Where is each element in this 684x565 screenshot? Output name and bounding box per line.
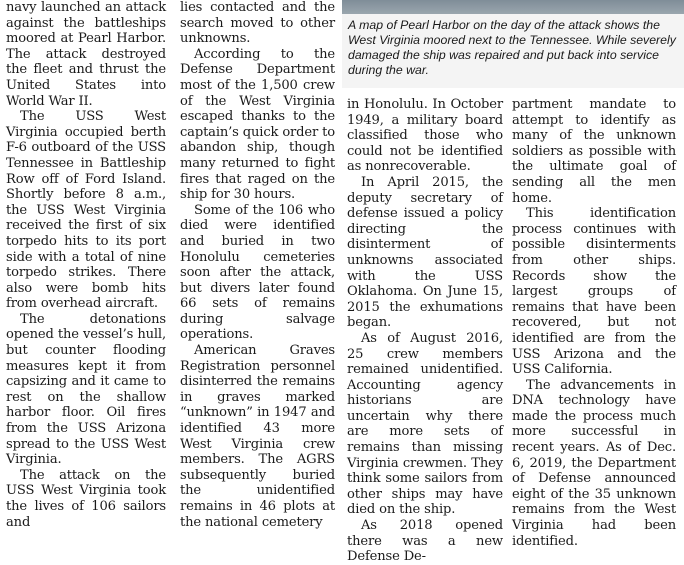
paragraph: American Graves Registration personnel disinterred the remains in graves marked “unknown” in 1947 and identified 43 more West Virginia crew members. The AGRS subsequently buried the unidentified remains in 46 plots at the national cemetery [180, 343, 335, 530]
paragraph: in Honolulu. In October 1949, a military board classified those who could not be identified as nonrecoverable. [347, 97, 503, 175]
paragraph: Some of the 106 who died were identified and buried in two Honolulu cemeteries soon after the attack, but divers later found 66 sets of remains during salvage operations. [180, 202, 335, 343]
paragraph: In April 2015, the deputy secretary of defense issued a policy directing the disinterment of unknowns associated with the USS Oklahoma. On June 15, 2015 the exhumations began. [347, 174, 503, 331]
figure-caption: A map of Pearl Harbor on the day of the attack shows the West Virginia moored next to the Tennessee. While severely damaged the ship was repaired and put back into service during the war. [348, 18, 676, 77]
paragraph: This identification process continues with possible disinterments from other ships. Records show the largest groups of remains that have been recovered, but not identified are from the USS Arizona and the USS California. [512, 206, 676, 378]
article-column-4 [512, 97, 676, 549]
paragraph: lies contacted and the search moved to other unknowns. [180, 0, 335, 47]
paragraph: The detonations opened the vessel’s hull, but counter flooding measures kept it from capsizing and it came to rest on the shallow harbor floor. Oil fires from the USS Arizona spread to the USS West Virginia. [6, 311, 166, 468]
article-column-1 [6, 0, 166, 530]
paragraph: The USS West Virginia occupied berth F-6 outboard of the USS Tennessee in Battleship Row off of Ford Island. Shortly before 8 a.m., the USS West Virginia received the first of six torpedo hits to its port side with a total of nine torpedo strikes. There also were bomb hits from overhead aircraft. [6, 109, 166, 312]
paragraph: partment mandate to attempt to identify as many of the unknown soldiers as possible with the ultimate goal of sending all the men home. [512, 97, 676, 206]
paragraph: As of August 2016, 25 crew members remained unidentified. Accounting agency historians are uncertain why there are more sets of remains than missing Virginia crewmen. They think some sailors from other ships may have died on the ship. [347, 330, 503, 518]
paragraph: The advancements in DNA technology have made the process much more successful in recent years. As of Dec. 6, 2019, the Department of Defense announced eight of the 35 unknown remains from the West Virginia had been identified. [512, 377, 676, 549]
article-column-2 [180, 0, 335, 530]
paragraph: The attack on the USS West Virginia took the lives of 106 sailors and [6, 467, 166, 530]
map-image [342, 0, 684, 14]
paragraph: As 2018 opened there was a new Defense De- [347, 518, 503, 565]
article-column-3 [347, 97, 503, 565]
map-figure [342, 0, 684, 88]
paragraph: navy launched an attack against the battleships moored at Pearl Harbor. The attack destroyed the fleet and thrust the United States into World War II. [6, 0, 166, 109]
paragraph: According to the Defense Department most of the 1,500 crew of the West Virginia escaped thanks to the captain’s quick order to abandon ship, though many returned to fight fires that raged on the ship for 30 hours. [180, 46, 335, 203]
